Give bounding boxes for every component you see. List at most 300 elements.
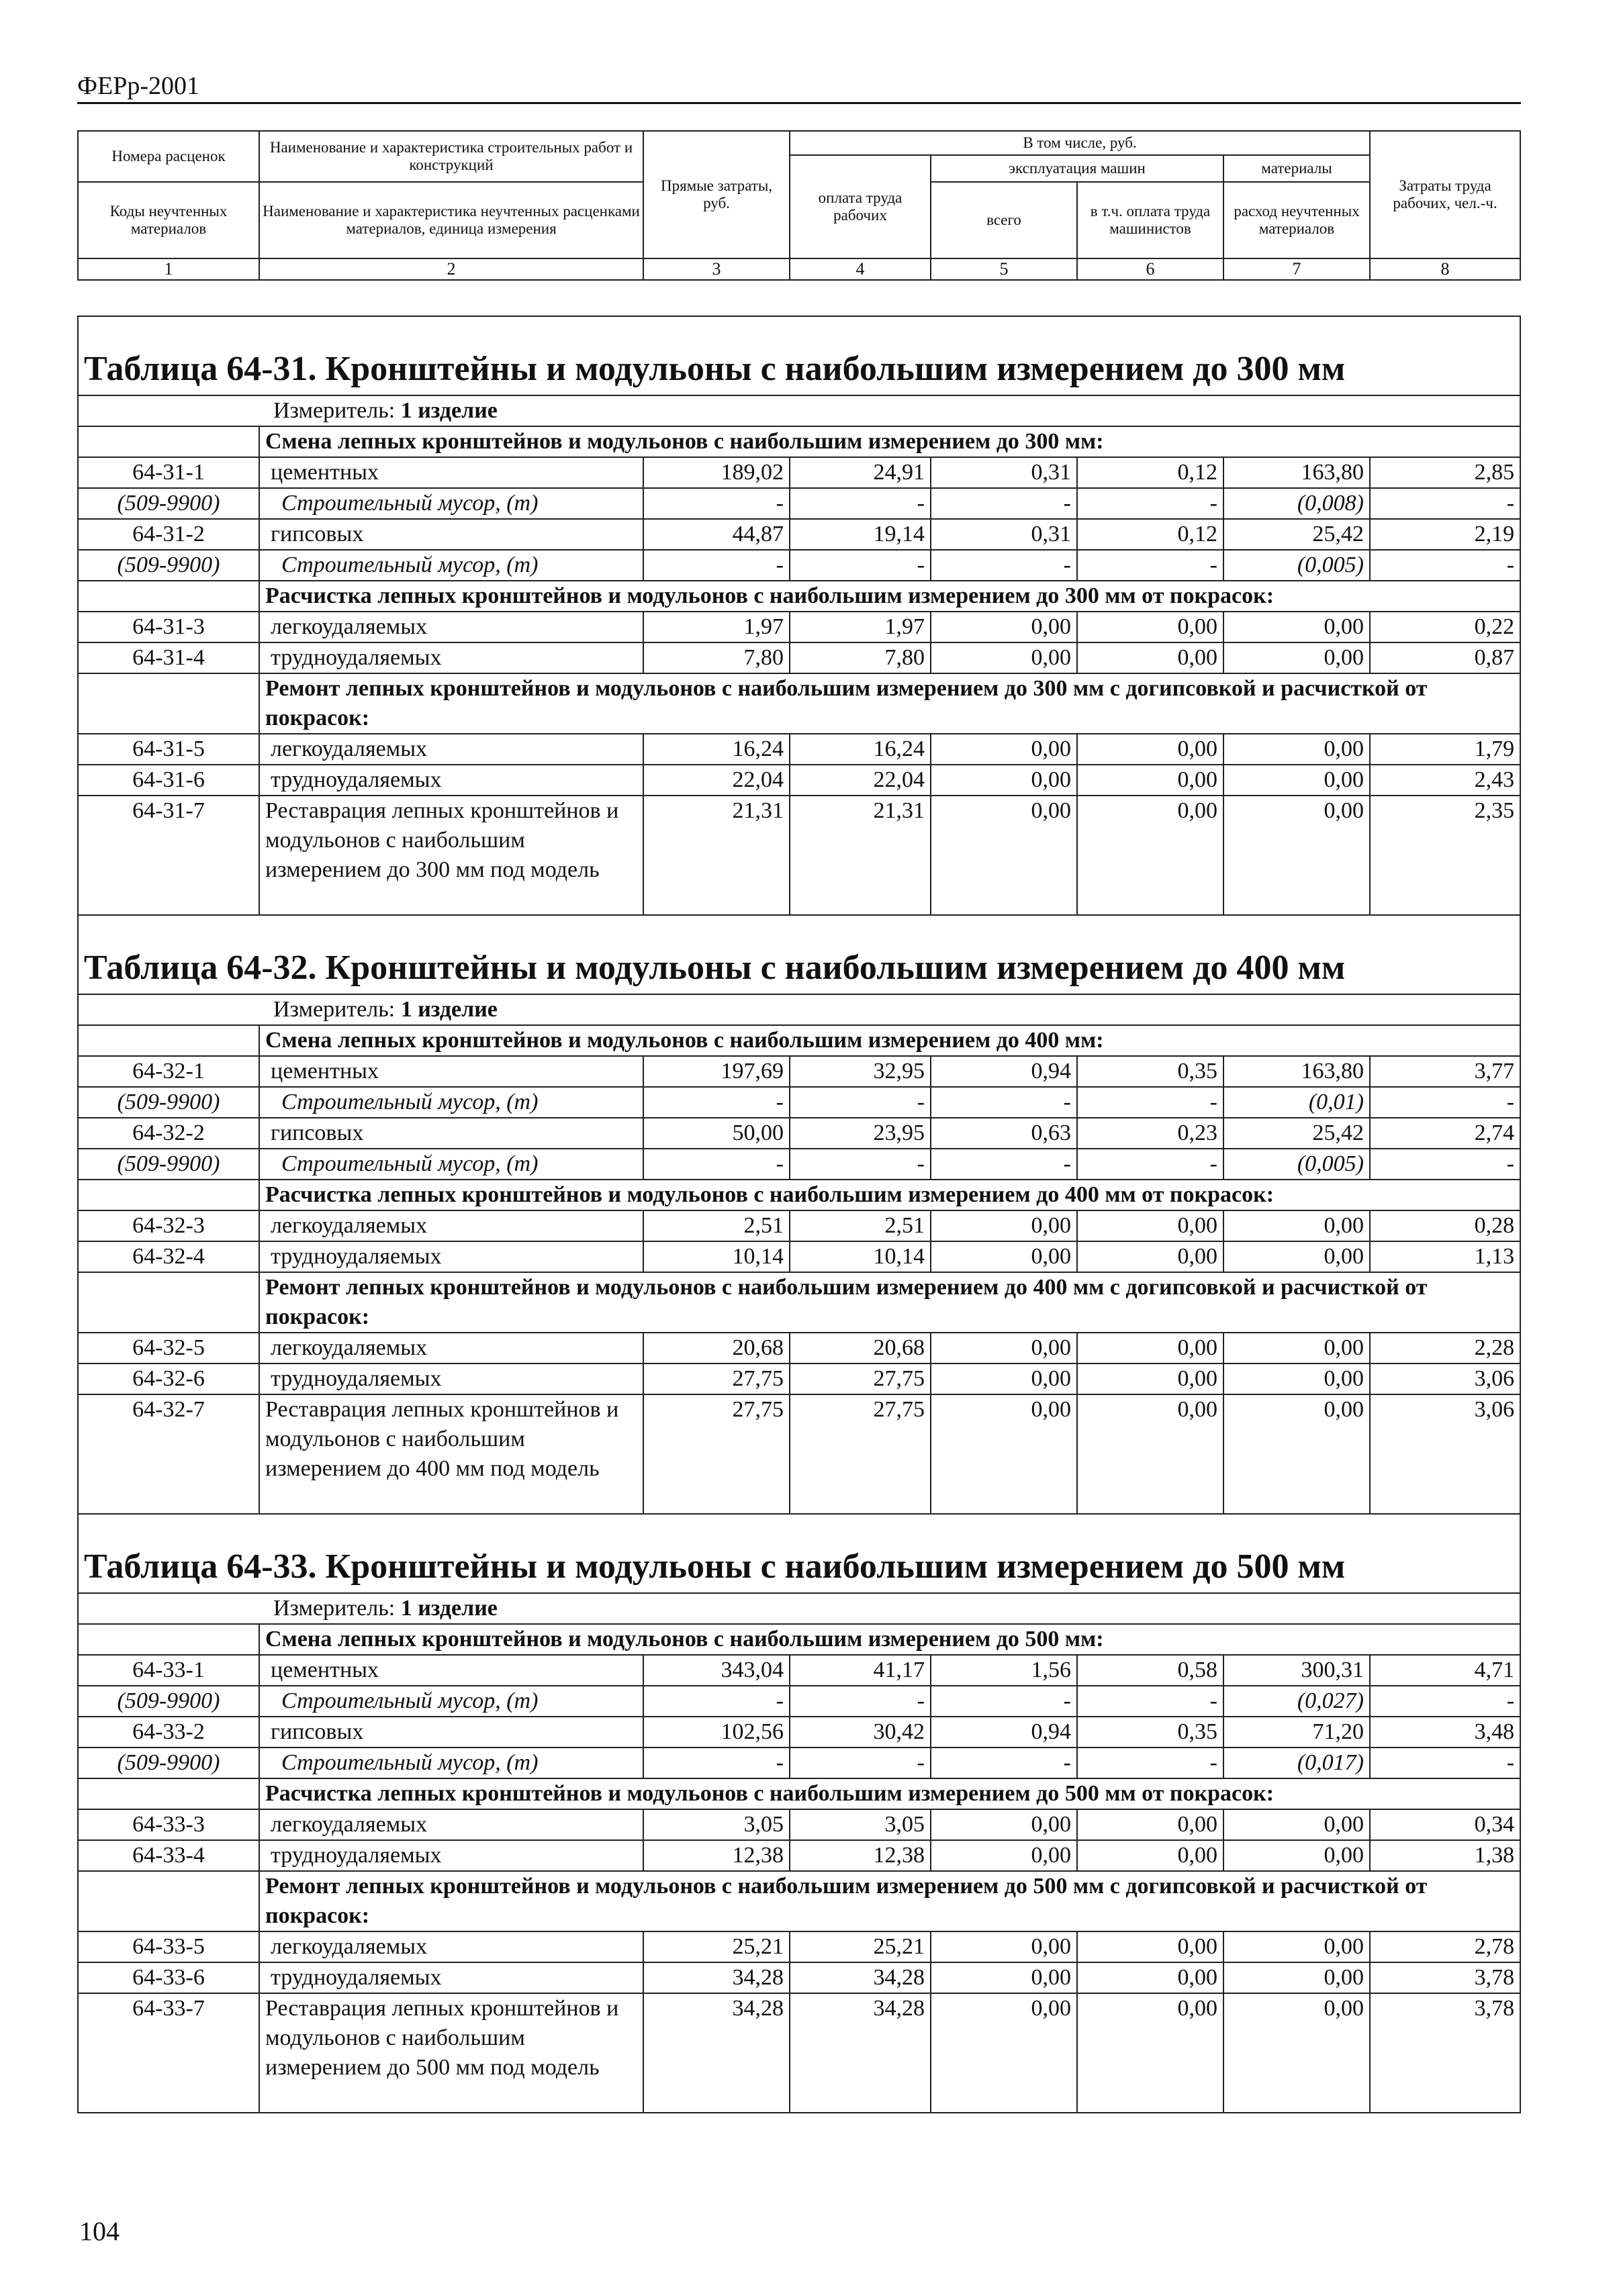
machinists-pay-cell: 0,00 — [1077, 1394, 1223, 1514]
labor-hours-cell: 2,74 — [1370, 1118, 1520, 1149]
labor-hours-cell: 1,38 — [1370, 1840, 1520, 1871]
labor-pay-cell: 19,14 — [790, 519, 931, 550]
column-header-table — [77, 130, 1521, 281]
materials-value-cell: 0,00 — [1223, 1210, 1370, 1241]
material-row — [78, 1748, 1520, 1778]
materials-value-cell: 163,80 — [1223, 1056, 1370, 1087]
table-caption: Таблица 64-31. Кронштейны и модульоны с наибольшим измерением до 300 мм — [78, 316, 1520, 395]
rate-name: Строительный мусор, (т) — [259, 550, 643, 581]
header-in-total: В том числе, руб. — [790, 131, 1370, 155]
materials-value-cell: (0,005) — [1223, 550, 1370, 581]
rate-code: 64-33-2 — [78, 1717, 259, 1748]
rate-code: 64-33-1 — [78, 1655, 259, 1686]
column-number: 2 — [259, 258, 643, 280]
labor-hours-cell: 3,77 — [1370, 1056, 1520, 1087]
header-material-names: Наименование и характеристика неучтенных расценками материалов, единица измерения — [259, 182, 643, 258]
direct-costs-cell: 197,69 — [643, 1056, 790, 1087]
material-row — [78, 488, 1520, 519]
header-machinists-pay: в т.ч. оплата труда машинистов — [1077, 182, 1223, 258]
direct-costs-cell: 12,38 — [643, 1840, 790, 1871]
page-number: 104 — [79, 2216, 120, 2246]
table-caption: Таблица 64-32. Кронштейны и модульоны с наибольшим измерением до 400 мм — [78, 915, 1520, 994]
materials-value-cell: 0,00 — [1223, 1333, 1370, 1364]
machines-total-cell: 0,00 — [931, 1931, 1077, 1962]
labor-hours-cell: 2,19 — [1370, 519, 1520, 550]
rate-code: 64-31-5 — [78, 734, 259, 765]
machinists-pay-cell: - — [1077, 550, 1223, 581]
rate-name: легкоудаляемых — [259, 734, 643, 765]
labor-pay-cell: 1,97 — [790, 612, 931, 642]
rates-body — [78, 316, 1520, 2113]
materials-value-cell: 163,80 — [1223, 457, 1370, 488]
machinists-pay-cell: 0,00 — [1077, 1962, 1223, 1993]
labor-hours-cell: 2,43 — [1370, 765, 1520, 796]
rate-code: 64-31-3 — [78, 612, 259, 642]
rate-name: цементных — [259, 457, 643, 488]
header-materials-unaccounted: расход неучтенных материалов — [1223, 182, 1370, 258]
machinists-pay-cell: 0,00 — [1077, 642, 1223, 673]
labor-hours-cell: 3,78 — [1370, 1962, 1520, 1993]
table-row — [78, 1655, 1520, 1686]
rate-name: Строительный мусор, (т) — [259, 1748, 643, 1778]
table-row — [78, 1717, 1520, 1748]
labor-hours-cell: 0,22 — [1370, 612, 1520, 642]
materials-value-cell: 25,42 — [1223, 1118, 1370, 1149]
rate-name: Реставрация лепных кронштейнов и модульонов с наибольшим измерением до 400 мм под модель — [259, 1394, 643, 1514]
labor-hours-cell: - — [1370, 550, 1520, 581]
direct-costs-cell: 25,21 — [643, 1931, 790, 1962]
material-row — [78, 550, 1520, 581]
direct-costs-cell: 34,28 — [643, 1962, 790, 1993]
materials-value-cell: 0,00 — [1223, 1809, 1370, 1840]
rate-name: гипсовых — [259, 1717, 643, 1748]
rate-name: Строительный мусор, (т) — [259, 488, 643, 519]
labor-pay-cell: 3,05 — [790, 1809, 931, 1840]
rate-name: Реставрация лепных кронштейнов и модульонов с наибольшим измерением до 500 мм под модель — [259, 1993, 643, 2113]
rate-code: 64-33-7 — [78, 1993, 259, 2113]
materials-value-cell: (0,017) — [1223, 1748, 1370, 1778]
machines-total-cell: 0,00 — [931, 1840, 1077, 1871]
rate-name: легкоудаляемых — [259, 1809, 643, 1840]
labor-pay-cell: 25,21 — [790, 1931, 931, 1962]
machines-total-cell: - — [931, 1748, 1077, 1778]
header-materials: материалы — [1223, 155, 1370, 182]
column-number: 7 — [1223, 258, 1370, 280]
section-spacer — [78, 1778, 259, 1809]
machines-total-cell: 0,00 — [931, 734, 1077, 765]
labor-pay-cell: 27,75 — [790, 1364, 931, 1394]
rate-name: трудноудаляемых — [259, 1840, 643, 1871]
machines-total-cell: 0,94 — [931, 1056, 1077, 1087]
header-work-name: Наименование и характеристика строительных работ и конструкций — [259, 131, 643, 182]
materials-value-cell: 25,42 — [1223, 519, 1370, 550]
materials-value-cell: 300,31 — [1223, 1655, 1370, 1686]
labor-pay-cell: 10,14 — [790, 1241, 931, 1272]
machines-total-cell: - — [931, 1087, 1077, 1118]
direct-costs-cell: 22,04 — [643, 765, 790, 796]
direct-costs-cell: 34,28 — [643, 1993, 790, 2113]
table-row — [78, 1840, 1520, 1871]
direct-costs-cell: 343,04 — [643, 1655, 790, 1686]
machines-total-cell: 0,00 — [931, 1364, 1077, 1394]
materials-value-cell: 0,00 — [1223, 796, 1370, 915]
page-header — [77, 67, 1521, 104]
rate-code: 64-33-5 — [78, 1931, 259, 1962]
direct-costs-cell: 102,56 — [643, 1717, 790, 1748]
section-title-row — [78, 1180, 1520, 1210]
materials-value-cell: (0,027) — [1223, 1686, 1370, 1717]
materials-value-cell: 0,00 — [1223, 1840, 1370, 1871]
materials-value-cell: (0,01) — [1223, 1087, 1370, 1118]
labor-hours-cell: - — [1370, 488, 1520, 519]
meter-cell — [78, 994, 1520, 1025]
table-row — [78, 1118, 1520, 1149]
labor-pay-cell: - — [790, 1748, 931, 1778]
direct-costs-cell: - — [643, 550, 790, 581]
labor-hours-cell: 1,79 — [1370, 734, 1520, 765]
machines-total-cell: 1,56 — [931, 1655, 1077, 1686]
labor-hours-cell: 2,85 — [1370, 457, 1520, 488]
rate-code: 64-33-3 — [78, 1809, 259, 1840]
direct-costs-cell: 3,05 — [643, 1809, 790, 1840]
materials-value-cell: 71,20 — [1223, 1717, 1370, 1748]
rate-code: 64-31-4 — [78, 642, 259, 673]
labor-hours-cell: - — [1370, 1686, 1520, 1717]
table-row — [78, 796, 1520, 915]
machinists-pay-cell: 0,00 — [1077, 1840, 1223, 1871]
materials-value-cell: 0,00 — [1223, 765, 1370, 796]
labor-pay-cell: 16,24 — [790, 734, 931, 765]
header-material-codes: Коды неучтенных материалов — [78, 182, 259, 258]
machines-total-cell: - — [931, 1149, 1077, 1180]
machinists-pay-cell: 0,00 — [1077, 1364, 1223, 1394]
direct-costs-cell: 27,75 — [643, 1394, 790, 1514]
labor-pay-cell: 7,80 — [790, 642, 931, 673]
machines-total-cell: 0,00 — [931, 765, 1077, 796]
header-rate-numbers: Номера расценок — [78, 131, 259, 182]
section-title-row — [78, 1624, 1520, 1655]
labor-pay-cell: 22,04 — [790, 765, 931, 796]
direct-costs-cell: 2,51 — [643, 1210, 790, 1241]
material-row — [78, 1686, 1520, 1717]
machinists-pay-cell: 0,00 — [1077, 1333, 1223, 1364]
rate-code: (509-9900) — [78, 1748, 259, 1778]
labor-pay-cell: 34,28 — [790, 1962, 931, 1993]
direct-costs-cell: - — [643, 488, 790, 519]
section-title-row — [78, 1871, 1520, 1931]
machinists-pay-cell: 0,00 — [1077, 765, 1223, 796]
materials-value-cell: (0,005) — [1223, 1149, 1370, 1180]
direct-costs-cell: 1,97 — [643, 612, 790, 642]
rate-code: 64-32-2 — [78, 1118, 259, 1149]
labor-pay-cell: 12,38 — [790, 1840, 931, 1871]
section-title: Смена лепных кронштейнов и модульонов с наибольшим измерением до 400 мм: — [259, 1025, 1520, 1056]
direct-costs-cell: - — [643, 1748, 790, 1778]
machinists-pay-cell: 0,00 — [1077, 612, 1223, 642]
rate-name: легкоудаляемых — [259, 1931, 643, 1962]
machinists-pay-cell: 0,12 — [1077, 519, 1223, 550]
machines-total-cell: - — [931, 488, 1077, 519]
labor-hours-cell: 3,06 — [1370, 1364, 1520, 1394]
labor-hours-cell: 0,34 — [1370, 1809, 1520, 1840]
labor-pay-cell: 34,28 — [790, 1993, 931, 2113]
machines-total-cell: 0,00 — [931, 1962, 1077, 1993]
table-row — [78, 612, 1520, 642]
direct-costs-cell: - — [643, 1087, 790, 1118]
machinists-pay-cell: - — [1077, 488, 1223, 519]
section-title-row — [78, 581, 1520, 612]
rate-name: трудноудаляемых — [259, 642, 643, 673]
column-number: 4 — [790, 258, 931, 280]
labor-pay-cell: 30,42 — [790, 1717, 931, 1748]
machines-total-cell: 0,63 — [931, 1118, 1077, 1149]
table-row — [78, 1333, 1520, 1364]
labor-pay-cell: 24,91 — [790, 457, 931, 488]
rate-name: гипсовых — [259, 519, 643, 550]
machines-total-cell: 0,00 — [931, 1333, 1077, 1364]
labor-pay-cell: - — [790, 1149, 931, 1180]
meter-row — [78, 1593, 1520, 1624]
section-title: Ремонт лепных кронштейнов и модульонов с наибольшим измерением до 500 мм с догипсовкой и расчисткой от покрасок: — [259, 1871, 1520, 1931]
materials-value-cell: 0,00 — [1223, 1931, 1370, 1962]
rate-code: 64-32-3 — [78, 1210, 259, 1241]
direct-costs-cell: - — [643, 1686, 790, 1717]
table-row — [78, 1809, 1520, 1840]
labor-pay-cell: - — [790, 550, 931, 581]
labor-hours-cell: 3,78 — [1370, 1993, 1520, 2113]
machinists-pay-cell: 0,00 — [1077, 1210, 1223, 1241]
labor-pay-cell: 27,75 — [790, 1394, 931, 1514]
machines-total-cell: 0,00 — [931, 1241, 1077, 1272]
section-title: Расчистка лепных кронштейнов и модульонов с наибольшим измерением до 400 мм от покрасок: — [259, 1180, 1520, 1210]
table-row — [78, 1241, 1520, 1272]
table-row — [78, 1962, 1520, 1993]
section-title-row — [78, 1778, 1520, 1809]
labor-pay-cell: - — [790, 1686, 931, 1717]
section-title-row — [78, 1025, 1520, 1056]
header-machines: эксплуатация машин — [931, 155, 1223, 182]
materials-value-cell: 0,00 — [1223, 1364, 1370, 1394]
machines-total-cell: 0,00 — [931, 1809, 1077, 1840]
table-caption-row — [78, 1514, 1520, 1593]
machinists-pay-cell: 0,00 — [1077, 1993, 1223, 2113]
rate-code: 64-31-1 — [78, 457, 259, 488]
table-row — [78, 1056, 1520, 1087]
rate-name: легкоудаляемых — [259, 1210, 643, 1241]
table-row — [78, 457, 1520, 488]
rate-code: (509-9900) — [78, 550, 259, 581]
rate-name: трудноудаляемых — [259, 1364, 643, 1394]
rate-name: легкоудаляемых — [259, 1333, 643, 1364]
material-row — [78, 1087, 1520, 1118]
table-caption-row — [78, 316, 1520, 395]
section-title: Расчистка лепных кронштейнов и модульонов с наибольшим измерением до 500 мм от покрасок: — [259, 1778, 1520, 1809]
column-number: 1 — [78, 258, 259, 280]
section-title: Ремонт лепных кронштейнов и модульонов с наибольшим измерением до 400 мм с догипсовкой и расчисткой от покрасок: — [259, 1272, 1520, 1333]
meter-row — [78, 994, 1520, 1025]
rate-code: 64-33-4 — [78, 1840, 259, 1871]
machines-total-cell: 0,00 — [931, 642, 1077, 673]
section-title-row — [78, 426, 1520, 457]
table-row — [78, 1993, 1520, 2113]
rate-code: 64-33-6 — [78, 1962, 259, 1993]
machinists-pay-cell: - — [1077, 1686, 1223, 1717]
meter-value: 1 изделие — [400, 997, 498, 1022]
machines-total-cell: 0,00 — [931, 1993, 1077, 2113]
labor-pay-cell: - — [790, 488, 931, 519]
machinists-pay-cell: 0,00 — [1077, 796, 1223, 915]
labor-hours-cell: 2,35 — [1370, 796, 1520, 915]
machines-total-cell: 0,00 — [931, 1210, 1077, 1241]
header-labor-pay: оплата труда рабочих — [790, 155, 931, 258]
table-row — [78, 1931, 1520, 1962]
labor-hours-cell: - — [1370, 1748, 1520, 1778]
meter-cell — [78, 1593, 1520, 1624]
header-labor-cost: Затраты труда рабочих, чел.-ч. — [1370, 131, 1520, 258]
rate-name: гипсовых — [259, 1118, 643, 1149]
rates-table — [77, 316, 1521, 2113]
meter-label: Измеритель: — [273, 997, 396, 1022]
rate-code: 64-32-7 — [78, 1394, 259, 1514]
table-row — [78, 765, 1520, 796]
table-row — [78, 1364, 1520, 1394]
labor-pay-cell: 2,51 — [790, 1210, 931, 1241]
machines-total-cell: - — [931, 550, 1077, 581]
machines-total-cell: 0,00 — [931, 612, 1077, 642]
labor-pay-cell: 32,95 — [790, 1056, 931, 1087]
machinists-pay-cell: 0,00 — [1077, 1931, 1223, 1962]
machinists-pay-cell: 0,12 — [1077, 457, 1223, 488]
rate-name: Строительный мусор, (т) — [259, 1087, 643, 1118]
doc-title: ФЕРр-2001 — [77, 72, 200, 100]
rate-code: 64-32-6 — [78, 1364, 259, 1394]
labor-hours-cell: 3,48 — [1370, 1717, 1520, 1748]
labor-hours-cell: - — [1370, 1087, 1520, 1118]
machinists-pay-cell: 0,00 — [1077, 1809, 1223, 1840]
labor-hours-cell: 3,06 — [1370, 1394, 1520, 1514]
rate-name: трудноудаляемых — [259, 1241, 643, 1272]
column-number: 5 — [931, 258, 1077, 280]
direct-costs-cell: 50,00 — [643, 1118, 790, 1149]
rate-code: 64-32-1 — [78, 1056, 259, 1087]
header-machines-total: всего — [931, 182, 1077, 258]
machines-total-cell: 0,94 — [931, 1717, 1077, 1748]
materials-value-cell: 0,00 — [1223, 1394, 1370, 1514]
direct-costs-cell: 21,31 — [643, 796, 790, 915]
direct-costs-cell: 10,14 — [643, 1241, 790, 1272]
table-row — [78, 734, 1520, 765]
machinists-pay-cell: 0,23 — [1077, 1118, 1223, 1149]
labor-hours-cell: 1,13 — [1370, 1241, 1520, 1272]
meter-row — [78, 395, 1520, 426]
rate-code: 64-31-2 — [78, 519, 259, 550]
machinists-pay-cell: 0,58 — [1077, 1655, 1223, 1686]
rate-code: (509-9900) — [78, 1087, 259, 1118]
rate-code: 64-31-7 — [78, 796, 259, 915]
materials-value-cell: 0,00 — [1223, 1993, 1370, 2113]
direct-costs-cell: 44,87 — [643, 519, 790, 550]
meter-value: 1 изделие — [400, 398, 498, 423]
materials-value-cell: 0,00 — [1223, 612, 1370, 642]
machines-total-cell: 0,00 — [931, 796, 1077, 915]
direct-costs-cell: - — [643, 1149, 790, 1180]
header-direct-costs: Прямые затраты, руб. — [643, 131, 790, 258]
section-title-row — [78, 673, 1520, 734]
table-row — [78, 1394, 1520, 1514]
section-title: Смена лепных кронштейнов и модульонов с наибольшим измерением до 300 мм: — [259, 426, 1520, 457]
meter-label: Измеритель: — [273, 398, 396, 423]
table-row — [78, 642, 1520, 673]
rate-name: Строительный мусор, (т) — [259, 1686, 643, 1717]
machines-total-cell: 0,31 — [931, 457, 1077, 488]
rate-code: (509-9900) — [78, 1149, 259, 1180]
section-title-row — [78, 1272, 1520, 1333]
table-row — [78, 1210, 1520, 1241]
column-number: 3 — [643, 258, 790, 280]
rate-code: (509-9900) — [78, 488, 259, 519]
section-title: Ремонт лепных кронштейнов и модульонов с наибольшим измерением до 300 мм с догипсовкой и расчисткой от покрасок: — [259, 673, 1520, 734]
meter-value: 1 изделие — [400, 1596, 498, 1621]
rate-name: трудноудаляемых — [259, 1962, 643, 1993]
table-caption-row — [78, 915, 1520, 994]
rate-code: 64-32-4 — [78, 1241, 259, 1272]
direct-costs-cell: 20,68 — [643, 1333, 790, 1364]
machinists-pay-cell: 0,35 — [1077, 1056, 1223, 1087]
labor-pay-cell: - — [790, 1087, 931, 1118]
materials-value-cell: 0,00 — [1223, 1962, 1370, 1993]
table-row — [78, 519, 1520, 550]
materials-value-cell: 0,00 — [1223, 734, 1370, 765]
materials-value-cell: 0,00 — [1223, 1241, 1370, 1272]
rate-code: (509-9900) — [78, 1686, 259, 1717]
column-number: 8 — [1370, 258, 1520, 280]
labor-pay-cell: 41,17 — [790, 1655, 931, 1686]
section-title: Расчистка лепных кронштейнов и модульонов с наибольшим измерением до 300 мм от покрасок: — [259, 581, 1520, 612]
section-spacer — [78, 1025, 259, 1056]
labor-hours-cell: - — [1370, 1149, 1520, 1180]
meter-cell — [78, 395, 1520, 426]
direct-costs-cell: 27,75 — [643, 1364, 790, 1394]
direct-costs-cell: 189,02 — [643, 457, 790, 488]
rate-code: 64-31-6 — [78, 765, 259, 796]
labor-pay-cell: 23,95 — [790, 1118, 931, 1149]
direct-costs-cell: 7,80 — [643, 642, 790, 673]
section-spacer — [78, 673, 259, 734]
section-spacer — [78, 1624, 259, 1655]
material-row — [78, 1149, 1520, 1180]
section-spacer — [78, 581, 259, 612]
machines-total-cell: 0,00 — [931, 1394, 1077, 1514]
section-spacer — [78, 1272, 259, 1333]
rate-code: 64-32-5 — [78, 1333, 259, 1364]
machinists-pay-cell: - — [1077, 1087, 1223, 1118]
materials-value-cell: (0,008) — [1223, 488, 1370, 519]
meter-label: Измеритель: — [273, 1596, 396, 1621]
labor-hours-cell: 0,87 — [1370, 642, 1520, 673]
section-spacer — [78, 1871, 259, 1931]
column-number: 6 — [1077, 258, 1223, 280]
labor-pay-cell: 21,31 — [790, 796, 931, 915]
materials-value-cell: 0,00 — [1223, 642, 1370, 673]
section-spacer — [78, 426, 259, 457]
section-spacer — [78, 1180, 259, 1210]
rate-name: легкоудаляемых — [259, 612, 643, 642]
machines-total-cell: 0,31 — [931, 519, 1077, 550]
machinists-pay-cell: 0,35 — [1077, 1717, 1223, 1748]
labor-pay-cell: 20,68 — [790, 1333, 931, 1364]
machines-total-cell: - — [931, 1686, 1077, 1717]
labor-hours-cell: 0,28 — [1370, 1210, 1520, 1241]
